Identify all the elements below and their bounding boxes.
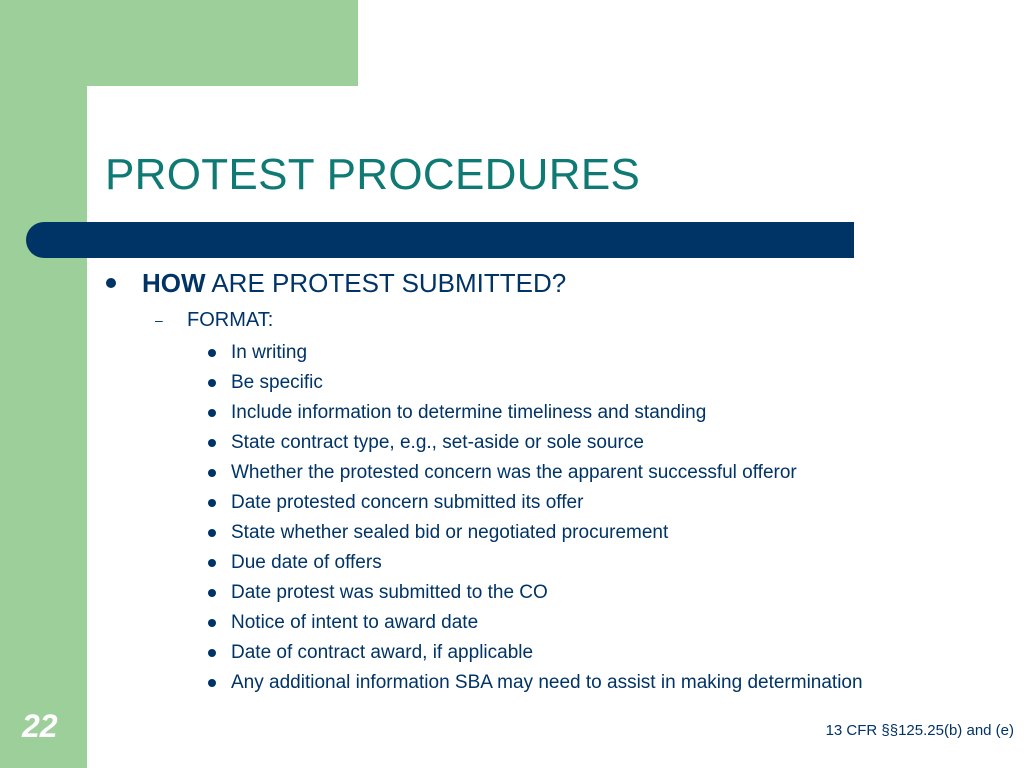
list-item-text: Be specific — [231, 372, 323, 393]
top-corner-background — [0, 0, 358, 86]
list-item — [208, 518, 863, 548]
bullet-icon — [208, 499, 216, 507]
slide-title: PROTEST PROCEDURES — [105, 150, 641, 199]
list-item — [208, 398, 863, 428]
main-bullet-bold: HOW — [142, 267, 206, 298]
format-list — [208, 338, 863, 698]
list-item — [208, 368, 863, 398]
bullet-icon — [208, 409, 216, 417]
main-bullet-text — [142, 268, 566, 299]
list-item-text: Whether the protested concern was the apparent successful offeror — [231, 462, 797, 483]
bullet-icon — [208, 559, 216, 567]
list-item-text: State whether sealed bid or negotiated procurement — [231, 522, 669, 543]
list-item-text: State contract type, e.g., set-aside or sole source — [231, 432, 644, 453]
main-bullet — [106, 265, 566, 301]
list-item — [208, 638, 863, 668]
list-item-text: Due date of offers — [231, 552, 382, 573]
list-item-text: In writing — [231, 342, 308, 363]
list-item — [208, 578, 863, 608]
bullet-icon — [208, 619, 216, 627]
bullet-icon — [208, 469, 216, 477]
list-item-text: Notice of intent to award date — [231, 612, 479, 633]
list-item — [208, 548, 863, 578]
bullet-icon — [208, 439, 216, 447]
list-item — [208, 668, 863, 698]
list-item — [208, 608, 863, 638]
list-item — [208, 428, 863, 458]
list-item — [208, 338, 863, 368]
title-divider-bar — [26, 222, 854, 258]
bullet-icon — [208, 349, 216, 357]
list-item-text: Include information to determine timeliness and standing — [231, 402, 707, 423]
list-item — [208, 458, 863, 488]
bullet-icon — [208, 649, 216, 657]
bullet-icon — [208, 589, 216, 597]
sub-bullet-label: FORMAT: — [187, 308, 274, 331]
bullet-icon — [208, 529, 216, 537]
list-item-text: Date protest was submitted to the CO — [231, 582, 548, 603]
bullet-icon — [208, 379, 216, 387]
dash-icon: – — [155, 312, 163, 328]
list-item-text: Any additional information SBA may need to assist in making determination — [231, 672, 863, 693]
bullet-icon — [208, 679, 216, 687]
list-item-text: Date of contract award, if applicable — [231, 642, 534, 663]
list-item — [208, 488, 863, 518]
list-item-text: Date protested concern submitted its offer — [231, 492, 584, 513]
slide-number: 22 — [22, 708, 58, 744]
bullet-icon — [106, 278, 116, 288]
main-bullet-rest: ARE PROTEST SUBMITTED? — [205, 267, 567, 298]
sidebar-background — [0, 0, 87, 768]
citation-footer: 13 CFR §§125.25(b) and (e) — [825, 722, 1014, 739]
sub-bullet — [155, 306, 273, 334]
